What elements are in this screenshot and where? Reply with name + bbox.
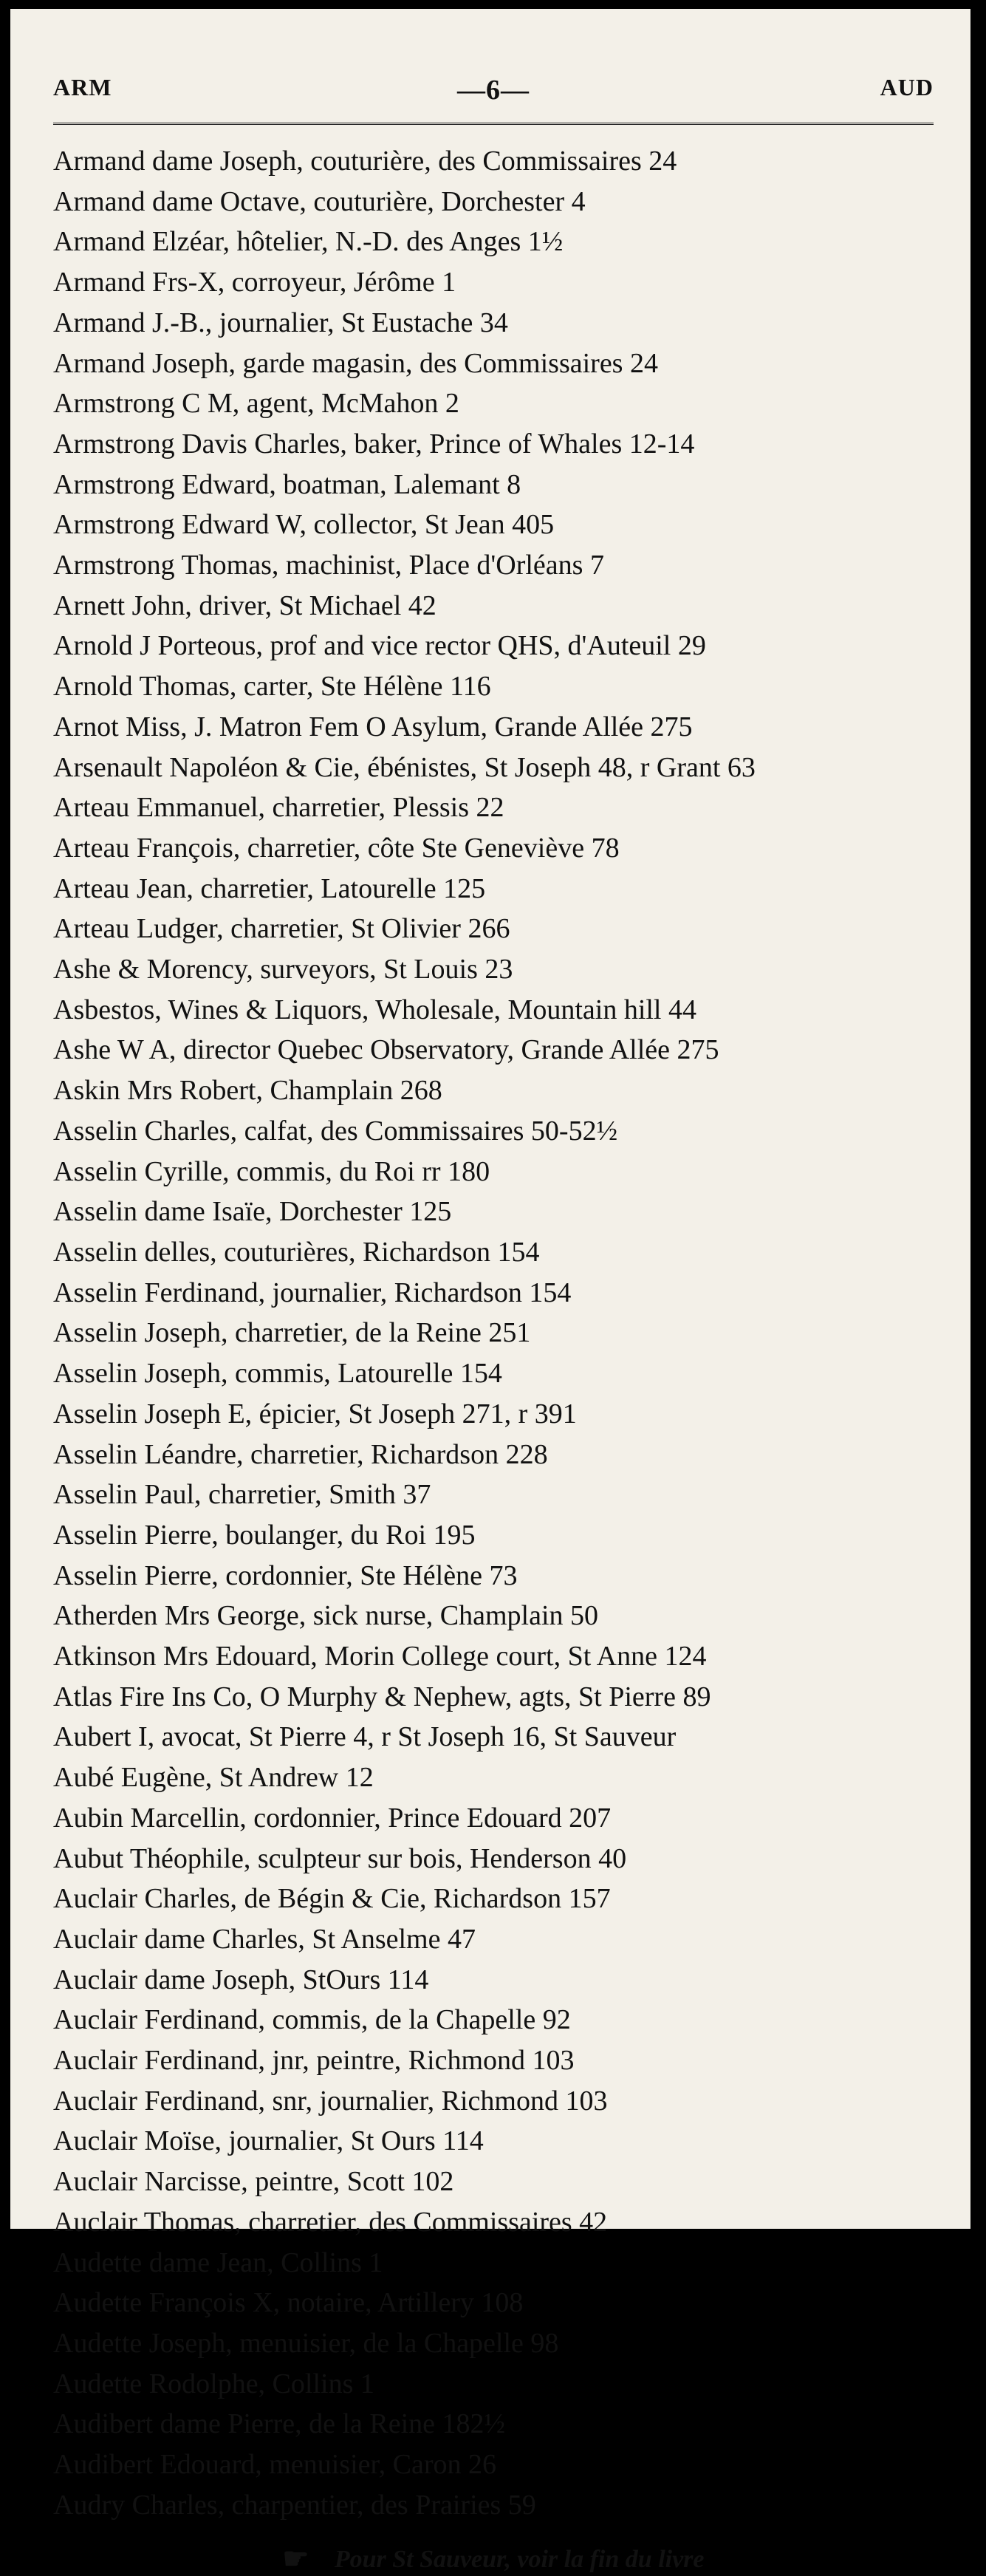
directory-entry: Auclair dame Joseph, StOurs 114 — [53, 1964, 429, 1995]
header-rule — [53, 123, 934, 125]
directory-entry: Asselin Joseph E, épicier, St Joseph 271, r 391 — [53, 1398, 577, 1429]
directory-entry: Armand Frs-X, corroyeur, Jérôme 1 — [53, 267, 456, 298]
directory-entry: Arteau François, charretier, côte Ste Geneviève 78 — [53, 832, 620, 864]
directory-entry: Arteau Ludger, charretier, St Olivier 266 — [53, 913, 510, 945]
directory-entry: Auclair dame Charles, St Anselme 47 — [53, 1923, 476, 1955]
directory-entry: Armand Elzéar, hôtelier, N.-D. des Anges 1½ — [53, 226, 564, 258]
directory-entry: Armstrong Thomas, machinist, Place d'Orléans 7 — [53, 550, 604, 581]
directory-entry: Atkinson Mrs Edouard, Morin College court, St Anne 124 — [53, 1641, 707, 1673]
directory-entry: Aubut Théophile, sculpteur sur bois, Henderson 40 — [53, 1842, 627, 1874]
directory-entry: Auclair Ferdinand, jnr, peintre, Richmond 103 — [53, 2045, 575, 2077]
directory-entry: Arnett John, driver, St Michael 42 — [53, 590, 436, 621]
directory-entry: Asselin dame Isaïe, Dorchester 125 — [53, 1196, 452, 1228]
directory-entry: Asselin Joseph, commis, Latourelle 154 — [53, 1358, 502, 1390]
directory-entry: Auclair Narcisse, peintre, Scott 102 — [53, 2166, 454, 2198]
directory-entry: Arnold J Porteous, prof and vice rector QHS, d'Auteuil 29 — [53, 630, 706, 662]
directory-entry: Audette Joseph, menuisier, de la Chapelle 98 — [53, 2327, 559, 2359]
directory-entry: Ashe W A, director Quebec Observatory, Grande Allée 275 — [53, 1034, 719, 1066]
directory-entry: Armstrong Edward, boatman, Lalemant 8 — [53, 468, 521, 500]
directory-entry: Ashe & Morency, surveyors, St Louis 23 — [53, 954, 513, 985]
directory-entry: Aubin Marcellin, cordonnier, Prince Edouard 207 — [53, 1802, 612, 1834]
directory-entry: Armand dame Octave, couturière, Dorchester 4 — [53, 185, 586, 217]
directory-entry: Audette dame Jean, Collins 1 — [53, 2247, 383, 2278]
directory-entry: Askin Mrs Robert, Champlain 268 — [53, 1075, 442, 1107]
directory-entry: Audibert dame Pierre, de la Reine 182½ — [53, 2408, 506, 2440]
directory-entry: Arteau Emmanuel, charretier, Plessis 22 — [53, 792, 504, 824]
directory-entry: Audibert Edouard, menuisier, Caron 26 — [53, 2449, 497, 2481]
directory-entry: Asselin Pierre, boulanger, du Roi 195 — [53, 1519, 476, 1551]
directory-entry: Auclair Thomas, charretier, des Commissaires 42 — [53, 2206, 608, 2238]
footer-note — [53, 2541, 934, 2576]
directory-entry: Atherden Mrs George, sick nurse, Champlain 50 — [53, 1600, 599, 1632]
directory-entry: Audette Rodolphe, Collins 1 — [53, 2368, 374, 2399]
directory-entry: Armstrong C M, agent, McMahon 2 — [53, 388, 459, 420]
directory-entry: Arnold Thomas, carter, Ste Hélène 116 — [53, 671, 491, 703]
directory-entry: Asselin Léandre, charretier, Richardson 228 — [53, 1438, 548, 1470]
directory-entry: Asselin Paul, charretier, Smith 37 — [53, 1479, 431, 1511]
directory-entry: Armstrong Davis Charles, baker, Prince of Whales 12-14 — [53, 428, 695, 459]
header-left: ARM — [53, 74, 112, 100]
directory-entry: Audette François X, notaire, Artillery 108 — [53, 2287, 524, 2319]
directory-entry: Armand Joseph, garde magasin, des Commissaires 24 — [53, 347, 658, 379]
directory-entry: Armstrong Edward W, collector, St Jean 405 — [53, 509, 555, 541]
directory-page — [10, 9, 970, 2576]
directory-entry: Arteau Jean, charretier, Latourelle 125 — [53, 872, 486, 904]
header-right: AUD — [880, 74, 934, 100]
directory-entry: Asbestos, Wines & Liquors, Wholesale, Mountain hill 44 — [53, 994, 696, 1025]
directory-entry: Auclair Moïse, journalier, St Ours 114 — [53, 2125, 484, 2157]
directory-entry: Auclair Ferdinand, commis, de la Chapelle 92 — [53, 2004, 571, 2036]
directory-entry: Aubé Eugène, St Andrew 12 — [53, 1762, 374, 1794]
directory-entry: Armand J.-B., journalier, St Eustache 34 — [53, 307, 508, 338]
directory-entry: Armand dame Joseph, couturière, des Commissaires 24 — [53, 146, 677, 177]
directory-entry: Audry Charles, charpentier, des Prairies 59 — [53, 2489, 536, 2521]
directory-entry: Auclair Charles, de Bégin & Cie, Richardson 157 — [53, 1883, 611, 1915]
page-number: —6— — [457, 75, 530, 106]
directory-entry: Arsenault Napoléon & Cie, ébénistes, St Joseph 48, r Grant 63 — [53, 751, 756, 783]
directory-entry: Arnot Miss, J. Matron Fem O Asylum, Grande Allée 275 — [53, 711, 693, 742]
page-header — [53, 74, 934, 118]
directory-entry: Atlas Fire Ins Co, O Murphy & Nephew, agts, St Pierre 89 — [53, 1681, 711, 1712]
pointing-hand-icon: ☛ — [282, 2542, 309, 2576]
directory-entry: Asselin Joseph, charretier, de la Reine 251 — [53, 1317, 531, 1349]
directory-entry: Asselin Ferdinand, journalier, Richardson 154 — [53, 1277, 572, 1308]
footer-text: Pour St Sauveur, voir la fin du livre — [334, 2546, 705, 2574]
directory-entry: Aubert I, avocat, St Pierre 4, r St Joseph 16, St Sauveur — [53, 1721, 677, 1753]
directory-entry: Asselin Cyrille, commis, du Roi rr 180 — [53, 1155, 490, 1187]
directory-entry: Asselin Pierre, cordonnier, Ste Hélène 73 — [53, 1559, 518, 1591]
directory-entry: Auclair Ferdinand, snr, journalier, Richmond 103 — [53, 2085, 608, 2117]
entries-list — [53, 141, 934, 2525]
directory-entry: Asselin Charles, calfat, des Commissaires 50-52½ — [53, 1115, 618, 1147]
directory-entry: Asselin delles, couturières, Richardson 154 — [53, 1236, 540, 1268]
